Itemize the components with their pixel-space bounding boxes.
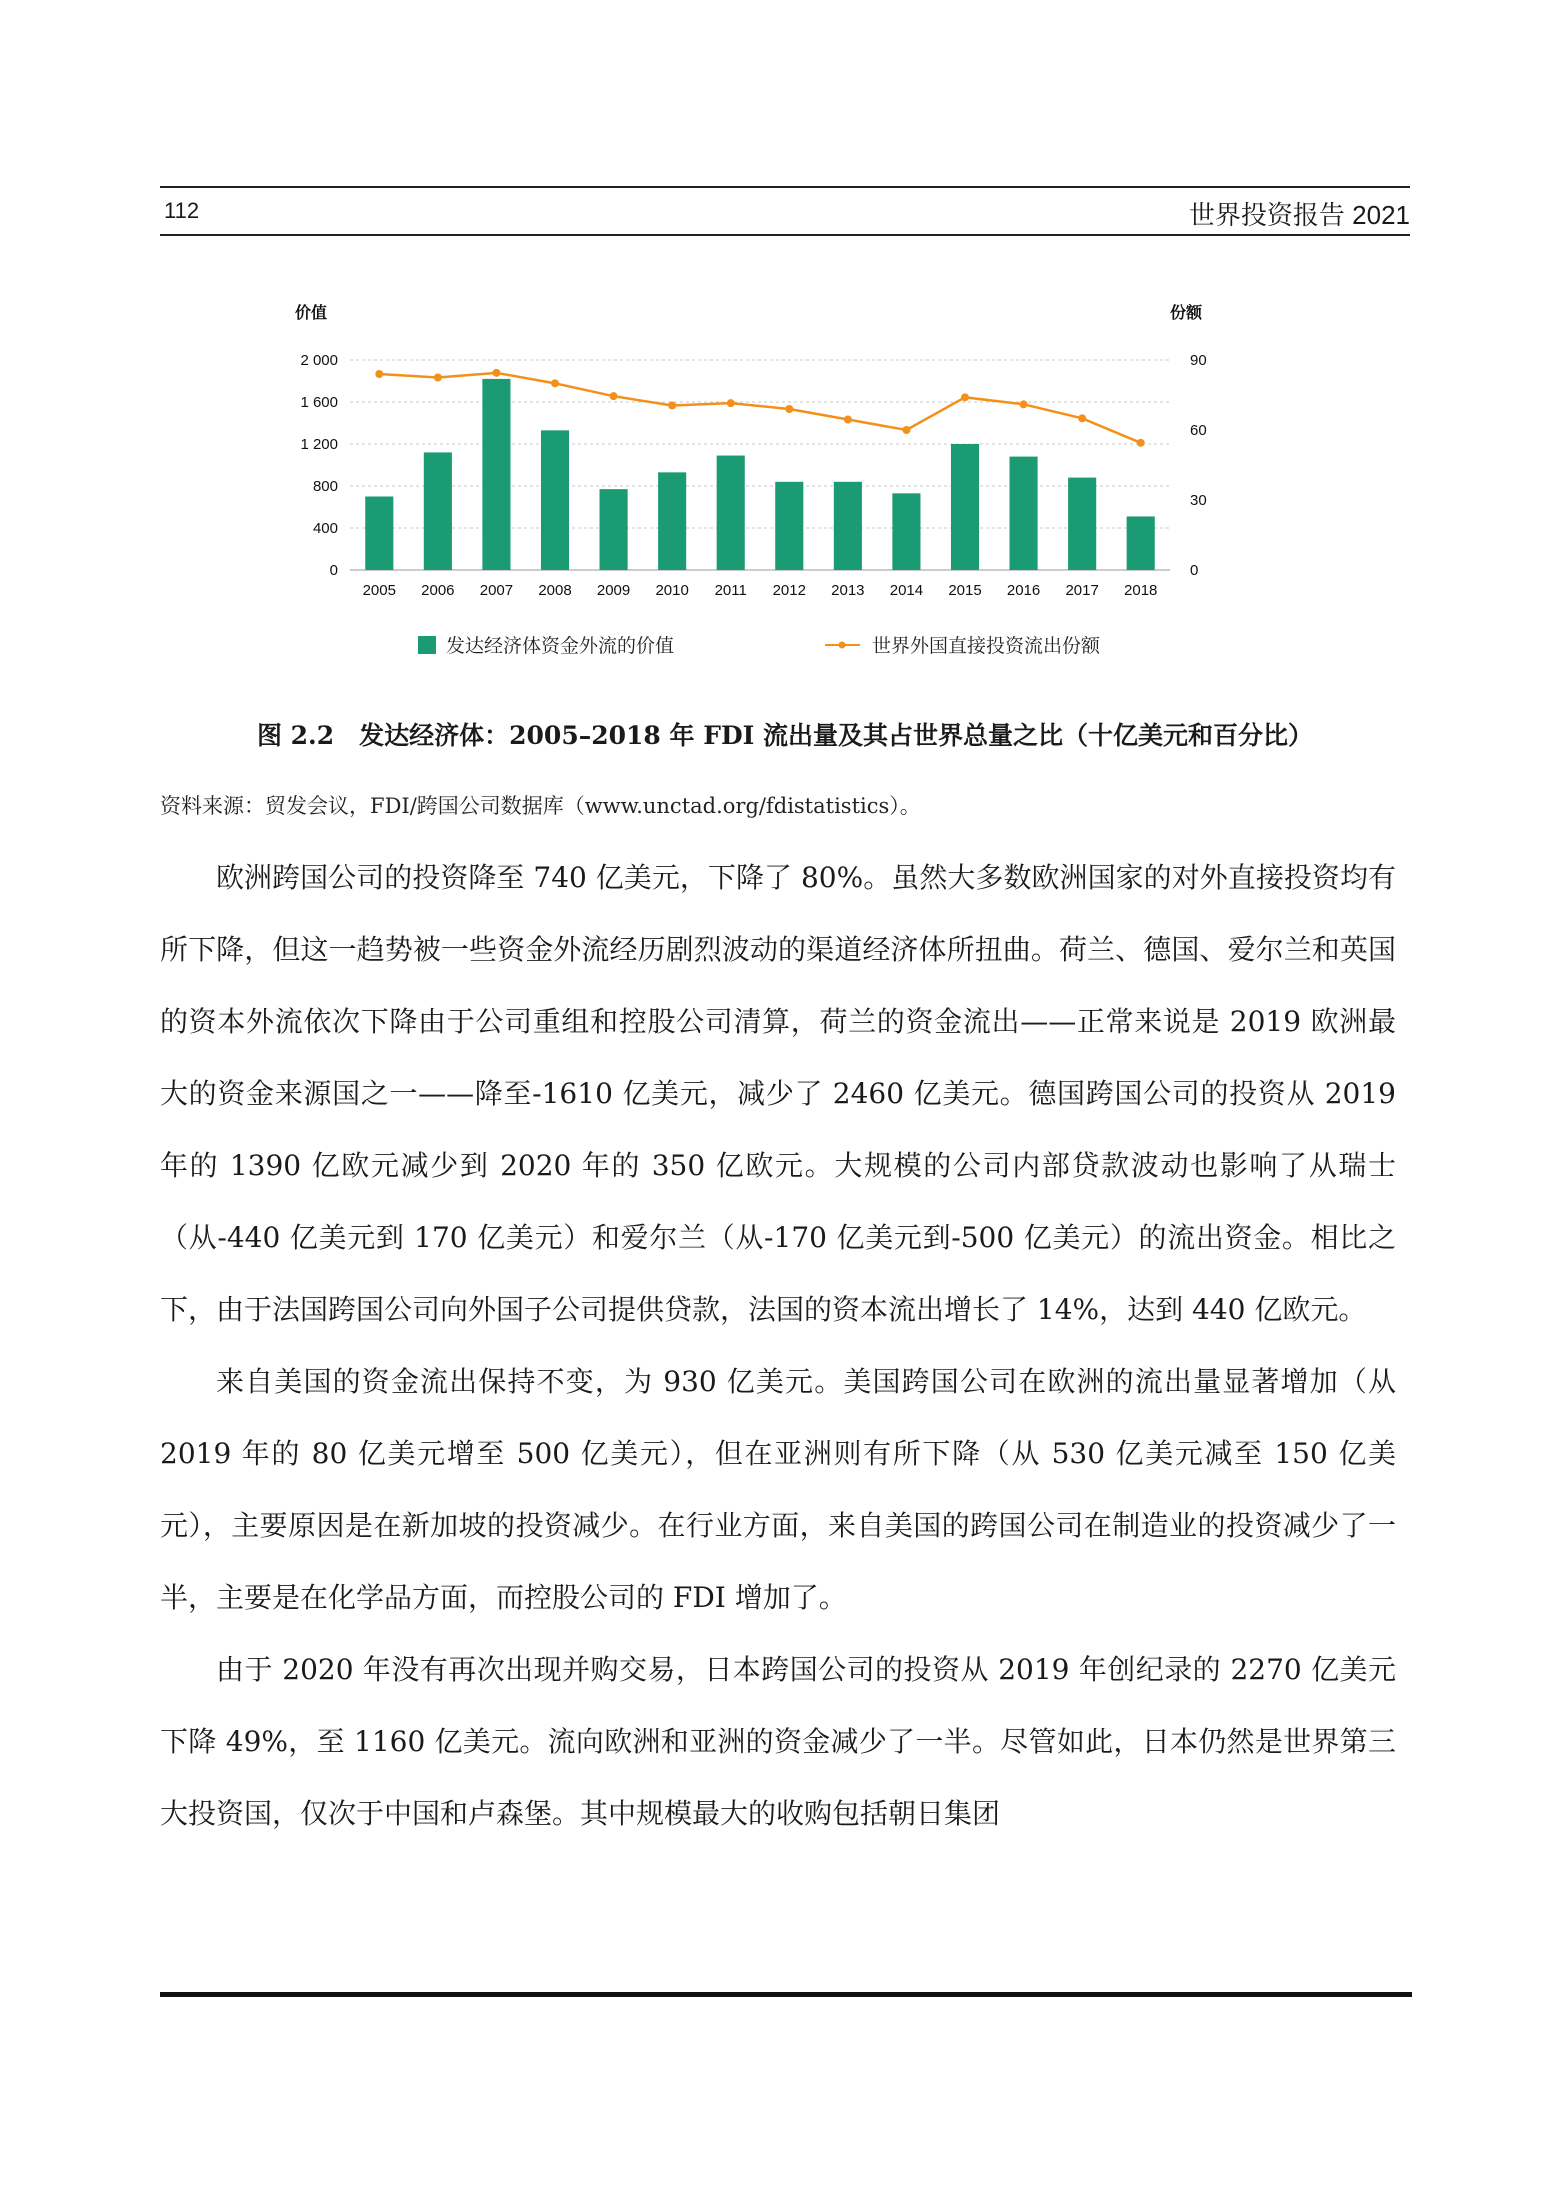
bar [600, 489, 628, 570]
y-right-tick-label: 90 [1190, 352, 1207, 369]
line-point [785, 405, 793, 413]
y-left-tick-label: 400 [312, 520, 338, 537]
bar [424, 452, 452, 570]
line-point [902, 426, 910, 434]
y-right-tick-label: 60 [1190, 422, 1207, 439]
y-left-axis-title: 价值 [295, 303, 328, 322]
fdi-outflow-chart [280, 290, 1240, 690]
x-tick-label: 2009 [596, 582, 631, 599]
line-point [668, 402, 676, 410]
line-point [1078, 414, 1086, 422]
y-left-tick-label: 1 200 [300, 436, 338, 453]
line-point [551, 379, 559, 387]
legend-label-line: 世界外国直接投资流出份额 [872, 635, 1101, 657]
chart-grid [350, 360, 1170, 570]
x-tick-label: 2016 [1006, 582, 1041, 599]
bar [365, 497, 393, 571]
x-tick-label: 2010 [655, 582, 689, 599]
header-top-rule [160, 186, 1410, 188]
footer-rule [160, 1992, 1412, 1997]
figure-caption: 图 2.2 发达经济体：2005–2018 年 FDI 流出量及其占世界总量之比（十亿美元和百分比） [256, 721, 1314, 750]
bar [1068, 478, 1096, 570]
figure-source: 资料来源：贸发会议，FDI/跨国公司数据库（www.unctad.org/fdistatistics）。 [160, 794, 921, 818]
bar [775, 482, 803, 570]
x-tick-label: 2012 [772, 582, 806, 599]
y-left-tick-label: 800 [312, 478, 338, 495]
y-right-axis-title: 份额 [1170, 303, 1203, 322]
paragraph: 欧洲跨国公司的投资降至 740 亿美元，下降了 80%。虽然大多数欧洲国家的对外直接投资均有所下降，但这一趋势被一些资金外流经历剧烈波动的渠道经济体所扭曲。荷兰、德国、爱尔兰和英国的资本外流依次下降由于公司重组和控股公司清算，荷兰的资金流出——正常来说是 2019 欧洲最大的资金来源国之一——降至-1610 亿美元，减少了 2460 亿美元。德国跨国公司的投资从 2019 年的 1390 亿欧元减少到 2020 年的 350 亿欧元。大规模的公司内部贷款波动也影响了从瑞士（从-440 亿美元到 170 亿美元）和爱尔兰（从-170 亿美元到-500 亿美元）的流出资金。相比之下，由于法国跨国公司向外国子公司提供贷款，法国的资本流出增长了 14%，达到 440 亿欧元。 [160, 861, 1396, 1326]
y-left-tick-label: 0 [329, 562, 338, 579]
x-tick-label: 2018 [1124, 582, 1158, 599]
y-right-tick-label: 0 [1190, 562, 1199, 579]
x-tick-label: 2015 [948, 582, 982, 599]
x-tick-label: 2014 [889, 582, 924, 599]
line-point [727, 399, 735, 407]
line-point [610, 392, 618, 400]
header-bottom-rule [160, 234, 1410, 236]
bar [541, 430, 569, 570]
y-right-tick-label: 30 [1190, 492, 1207, 509]
bar [717, 456, 745, 570]
x-tick-label: 2017 [1065, 582, 1099, 599]
page-header [160, 186, 1410, 236]
legend-swatch-bar [418, 636, 436, 654]
y-left-tick-label: 1 600 [300, 394, 338, 411]
x-tick-label: 2005 [362, 582, 396, 599]
line-point [1020, 400, 1028, 408]
page-number: 112 [164, 198, 200, 223]
chart-legend [418, 635, 1101, 657]
line-point [375, 370, 383, 378]
line-point [961, 393, 969, 401]
x-tick-label: 2006 [421, 582, 455, 599]
line-point [844, 416, 852, 424]
paragraph: 来自美国的资金流出保持不变，为 930 亿美元。美国跨国公司在欧洲的流出量显著增加（从 2019 年的 80 亿美元增至 500 亿美元），但在亚洲则有所下降（从 530 亿美元减至 150 亿美元），主要原因是在新加坡的投资减少。在行业方面，来自美国的跨国公司在制造业的投资减少了一半，主要是在化学品方面，而控股公司的 FDI 增加了。 [160, 1365, 1396, 1614]
bar [658, 472, 686, 570]
line-point [492, 369, 500, 377]
y-left-tick-label: 2 000 [300, 352, 338, 369]
bar [482, 379, 510, 570]
body-text [160, 842, 1396, 1850]
line-point [434, 374, 442, 382]
line-point [1137, 439, 1145, 447]
legend-swatch-marker [839, 642, 846, 649]
bar [1010, 457, 1038, 570]
bar [892, 493, 920, 570]
x-tick-label: 2007 [479, 582, 514, 599]
bar [834, 482, 862, 570]
paragraph: 由于 2020 年没有再次出现并购交易，日本跨国公司的投资从 2019 年创纪录的 2270 亿美元下降 49%，至 1160 亿美元。流向欧洲和亚洲的资金减少了一半。尽管如此，日本仍然是世界第三大投资国，仅次于中国和卢森堡。其中规模最大的收购包括朝日集团 [160, 1653, 1396, 1830]
x-tick-label: 2013 [831, 582, 865, 599]
x-tick-label: 2011 [714, 582, 747, 599]
legend-label-bar: 发达经济体资金外流的价值 [446, 635, 675, 657]
report-title: 世界投资报告 2021 [1188, 200, 1410, 230]
x-tick-label: 2008 [538, 582, 572, 599]
bar [951, 444, 979, 570]
bar [1127, 516, 1155, 570]
